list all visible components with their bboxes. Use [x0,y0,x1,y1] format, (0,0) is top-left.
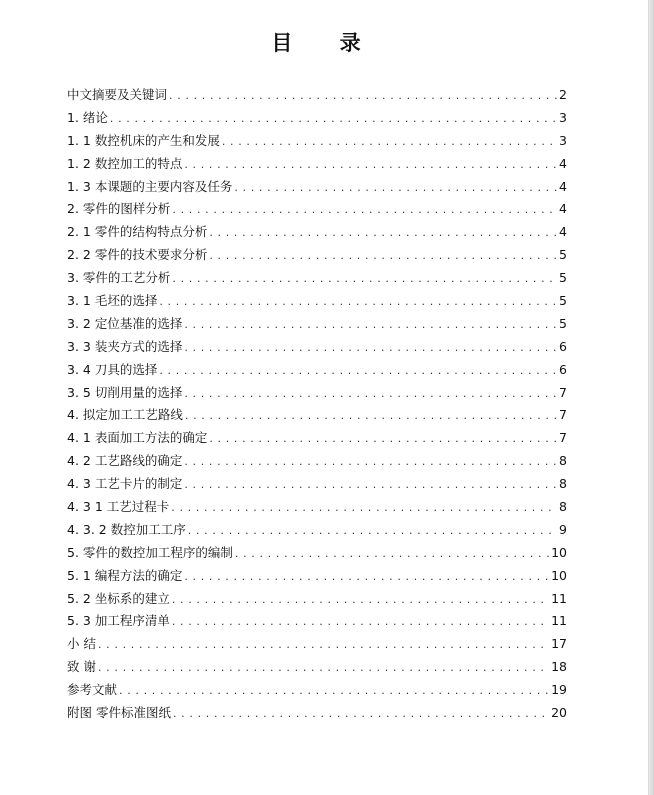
toc-entry[interactable] [67,406,567,429]
toc-dot-leader [119,682,549,700]
toc-entry-page-number: 5 [559,293,567,309]
toc-dot-leader [98,636,549,654]
toc-entry[interactable] [67,178,567,201]
toc-entry[interactable] [67,269,567,292]
toc-dot-leader [171,499,557,517]
toc-dot-leader [172,613,549,631]
toc-entry[interactable] [67,590,567,613]
toc-entry-page-number: 3 [559,132,567,148]
toc-entry-page-number: 7 [559,384,567,400]
toc-dot-leader [172,201,557,219]
toc-entry-page-number: 5 [559,247,567,263]
toc-entry-label: 3. 5 切削用量的选择 [67,384,183,400]
toc-dot-leader [172,591,549,609]
toc-dot-leader [159,362,557,380]
page-edge-shadow [648,0,654,795]
toc-dot-leader [169,87,557,105]
toc-entry-label: 3. 4 刀具的选择 [67,361,158,377]
toc-entry-page-number: 20 [551,705,567,721]
toc-entry-label: 3. 3 装夹方式的选择 [67,338,183,354]
toc-entry-label: 1. 2 数控加工的特点 [67,155,183,171]
toc-entry-label: 5. 3 加工程序清单 [67,613,170,629]
toc-entry-page-number: 18 [551,659,567,675]
toc-entry[interactable] [67,86,567,109]
toc-dot-leader [159,293,557,311]
toc-dot-leader [184,339,557,357]
toc-entry[interactable] [67,292,567,315]
toc-entry-label: 4. 3 工艺卡片的制定 [67,476,183,492]
table-of-contents [67,86,567,727]
toc-entry-page-number: 2 [559,87,567,102]
toc-entry[interactable] [67,544,567,567]
toc-entry-page-number: 4 [559,178,567,194]
toc-dot-leader [173,705,549,723]
toc-entry-label: 4. 3 1 工艺过程卡 [67,499,170,515]
toc-entry-page-number: 11 [551,613,567,629]
toc-entry-label: 3. 2 定位基准的选择 [67,315,183,331]
toc-dot-leader [172,270,557,288]
toc-entry-label: 1. 绪论 [67,109,108,125]
toc-entry-page-number: 3 [559,109,567,125]
toc-dot-leader [184,385,557,403]
toc-entry-label: 附图 零件标准图纸 [67,705,171,721]
toc-entry[interactable] [67,223,567,246]
toc-entry-page-number: 4 [559,224,567,240]
toc-entry[interactable] [67,567,567,590]
toc-entry[interactable] [67,658,567,681]
toc-dot-leader [209,430,557,448]
toc-entry-page-number: 8 [559,499,567,515]
toc-entry-label: 1. 1 数控机床的产生和发展 [67,132,220,148]
toc-entry-page-number: 9 [559,521,567,537]
toc-entry-label: 5. 2 坐标系的建立 [67,590,170,606]
toc-dot-leader [184,156,557,174]
toc-dot-leader [184,476,557,494]
toc-entry[interactable] [67,338,567,361]
toc-entry[interactable] [67,384,567,407]
toc-entry-label: 3. 零件的工艺分析 [67,270,171,286]
toc-dot-leader [98,659,549,677]
toc-entry-label: 4. 3. 2 数控加工工序 [67,521,186,537]
toc-entry-page-number: 11 [551,590,567,606]
toc-dot-leader [188,522,557,540]
toc-entry-label: 致 谢 [67,659,96,675]
toc-entry[interactable] [67,246,567,269]
toc-entry[interactable] [67,521,567,544]
toc-entry-label: 2. 零件的图样分析 [67,201,171,217]
toc-entry-page-number: 6 [559,361,567,377]
toc-entry[interactable] [67,155,567,178]
toc-dot-leader [235,545,549,563]
toc-entry[interactable] [67,635,567,658]
toc-entry-page-number: 19 [551,682,567,698]
toc-title: 目 录 [271,31,381,55]
toc-entry-label: 2. 2 零件的技术要求分析 [67,247,208,263]
toc-entry-page-number: 4 [559,155,567,171]
toc-entry-page-number: 5 [559,315,567,331]
toc-dot-leader [209,224,557,242]
toc-dot-leader [185,407,557,425]
toc-entry-page-number: 6 [559,338,567,354]
toc-entry[interactable] [67,704,567,727]
toc-entry-label: 3. 1 毛坯的选择 [67,293,158,309]
toc-dot-leader [110,110,557,128]
toc-entry[interactable] [67,612,567,635]
toc-entry-label: 4. 拟定加工工艺路线 [67,407,183,423]
toc-entry[interactable] [67,681,567,704]
toc-entry-page-number: 4 [559,201,567,217]
toc-entry-label: 5. 零件的数控加工程序的编制 [67,544,233,560]
toc-dot-leader [209,247,557,265]
toc-entry-page-number: 17 [551,636,567,652]
toc-entry-label: 中文摘要及关键词 [67,87,168,102]
toc-entry-label: 4. 1 表面加工方法的确定 [67,430,208,446]
toc-entry-label: 4. 2 工艺路线的确定 [67,453,183,469]
toc-entry-page-number: 8 [559,453,567,469]
toc-entry[interactable] [67,429,567,452]
toc-entry-page-number: 10 [551,567,567,583]
toc-entry-label: 参考文献 [67,682,118,698]
toc-dot-leader [184,316,557,334]
toc-dot-leader [222,133,557,151]
toc-dot-leader [184,453,557,471]
toc-dot-leader [234,179,557,197]
toc-entry-page-number: 10 [551,544,567,560]
toc-entry[interactable] [67,498,567,521]
toc-entry[interactable] [67,132,567,155]
toc-entry-label: 5. 1 编程方法的确定 [67,567,183,583]
toc-entry-page-number: 5 [559,270,567,286]
toc-entry-page-number: 7 [559,430,567,446]
toc-dot-leader [184,568,549,586]
toc-entry-page-number: 8 [559,476,567,492]
toc-entry-label: 2. 1 零件的结构特点分析 [67,224,208,240]
toc-entry-label: 小 结 [67,636,96,652]
toc-entry-label: 1. 3 本课题的主要内容及任务 [67,178,233,194]
toc-entry-page-number: 7 [559,407,567,423]
toc-entry[interactable] [67,452,567,475]
toc-entry[interactable] [67,361,567,384]
toc-entry[interactable] [67,315,567,338]
toc-entry[interactable] [67,200,567,223]
toc-entry[interactable] [67,475,567,498]
toc-entry[interactable] [67,109,567,132]
